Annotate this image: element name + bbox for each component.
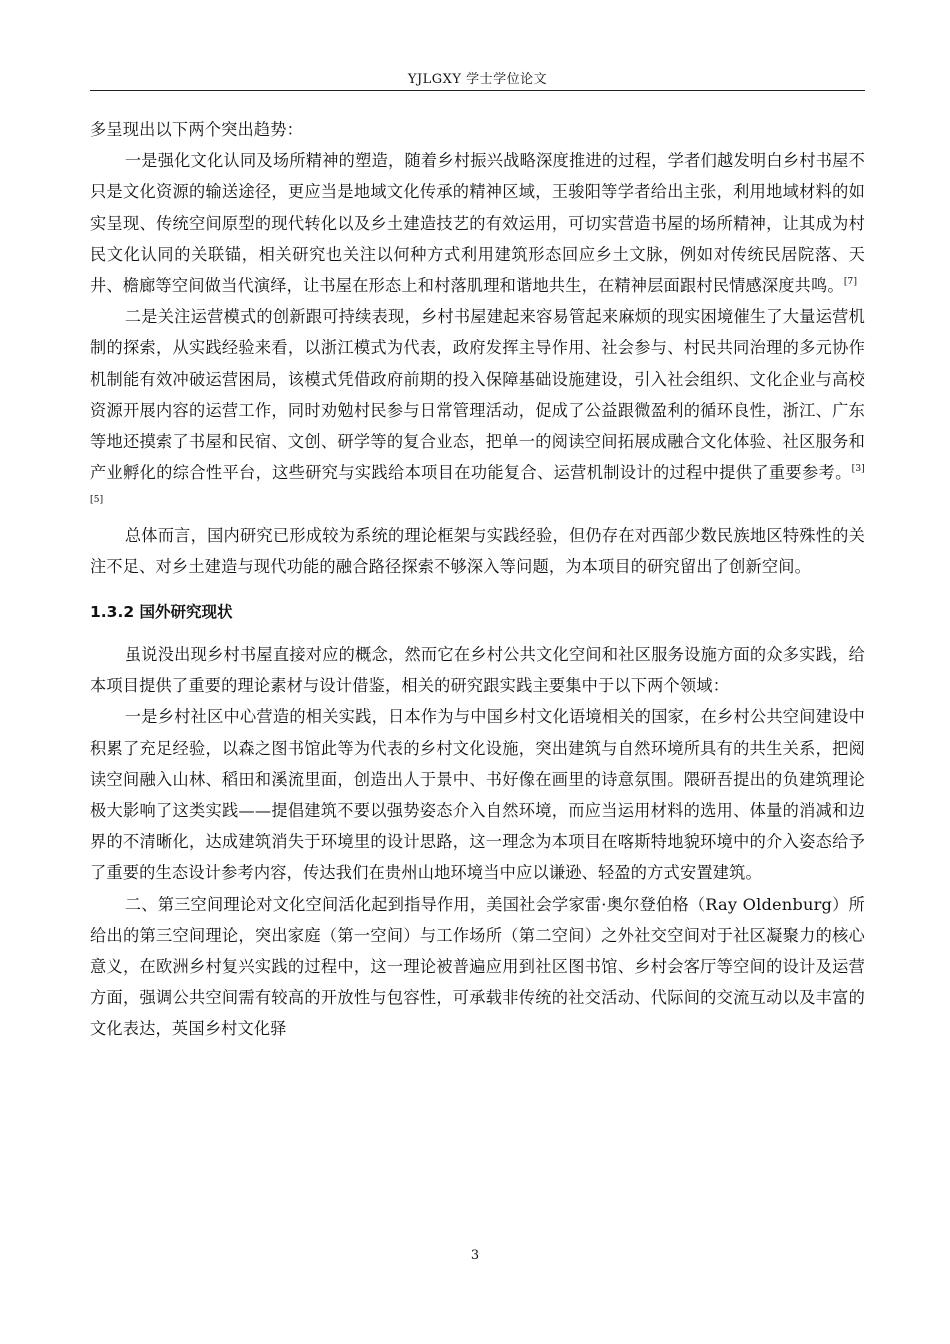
paragraph-intro-continuation: 多呈现出以下两个突出趋势： [90, 120, 304, 139]
section-heading: 1.3.2 国外研究现状 [90, 603, 233, 622]
paragraph-foreign-two: 二、第三空间理论对文化空间活化起到指导作用，美国社会学家雷·奥尔登伯格（Ray Oldenburg）所给出的第三空间理论，突出家庭（第一空间）与工作场所（第二空间）之外社交空间对于社区凝聚力的核心意义，在欧洲乡村复兴实践的过程中，这一理论被普遍应用到社区图书馆、乡村会客厅等空间的设计及运营方面，强调公共空间需有较高的开放性与包容性，可承载非传统的社交活动、代际间的交流互动以及丰富的文化表达，英国乡村文化驿 [90, 894, 865, 1039]
paragraph-trend-one [90, 145, 865, 301]
body-text [90, 114, 865, 1045]
paragraph-summary: 总体而言，国内研究已形成较为系统的理论框架与实践经验，但仍存在对西部少数民族地区特殊性的关注不足、对乡土建造与现代功能的融合路径探索不够深入等问题，为本项目的研究留出了创新空间。 [90, 525, 865, 576]
paragraph-foreign-one: 一是乡村社区中心营造的相关实践，日本作为与中国乡村文化语境相关的国家，在乡村公共空间建设中积累了充足经验，以森之图书馆此等为代表的乡村文化设施，突出建筑与自然环境所具有的共生关系，把阅读空间融入山林、稻田和溪流里面，创造出人于景中、书好像在画里的诗意氛围。隈研吾提出的负建筑理论极大影响了这类实践——提倡建筑不要以强势姿态介入自然环境，而应当运用材料的选用、体量的消减和边界的不清晰化，达成建筑消失于环境里的设计思路，这一理念为本项目在喀斯特地貌环境中的介入姿态给予了重要的生态设计参考内容，传达我们在贵州山地环境当中应以谦逊、轻盈的方式安置建筑。 [90, 707, 865, 883]
header-rule [90, 90, 865, 91]
citation-marker: [7] [843, 277, 858, 288]
citation-marker: [3][5] [90, 464, 865, 506]
running-header: YJLGXY 学士学位论文 [407, 72, 548, 87]
paragraph-foreign-intro: 虽说没出现乡村书屋直接对应的概念，然而它在乡村公共文化空间和社区服务设施方面的众多实践，给本项目提供了重要的理论素材与设计借鉴，相关的研究跟实践主要集中于以下两个领域： [90, 645, 865, 696]
paragraph-text: 一是强化文化认同及场所精神的塑造，随着乡村振兴战略深度推进的过程，学者们越发明白乡村书屋不只是文化资源的输送途径，更应当是地域文化传承的精神区域，王骏阳等学者给出主张，利用地域材料的如实呈现、传统空间原型的现代转化以及乡土建造技艺的有效运用，可切实营造书屋的场所精神，让其成为村民文化认同的关联锚，相关研究也关注以何种方式利用建筑形态回应乡土文脉，例如对传统民居院落、天井、檐廊等空间做当代演绎，让书屋在形态上和村落肌理和谐地共生，在精神层面跟村民情感深度共鸣。 [90, 151, 865, 296]
page-number: 3 [470, 1248, 480, 1263]
paragraph-trend-two [90, 301, 865, 519]
paragraph-text: 二是关注运营模式的创新跟可持续表现，乡村书屋建起来容易管起来麻烦的现实困境催生了大量运营机制的探索，从实践经验来看，以浙江模式为代表，政府发挥主导作用、社会参与、村民共同治理的多元协作机制能有效冲破运营困局，该模式凭借政府前期的投入保障基础设施建设，引入社会组织、文化企业与高校资源开展内容的运营工作，同时劝勉村民参与日常管理活动，促成了公益跟微盈利的循环良性，浙江、广东等地还摸索了书屋和民宿、文创、研学等的复合业态，把单一的阅读空间拓展成融合文化体验、社区服务和产业孵化的综合性平台，这些研究与实践给本项目在功能复合、运营机制设计的过程中提供了重要参考。 [90, 307, 865, 483]
